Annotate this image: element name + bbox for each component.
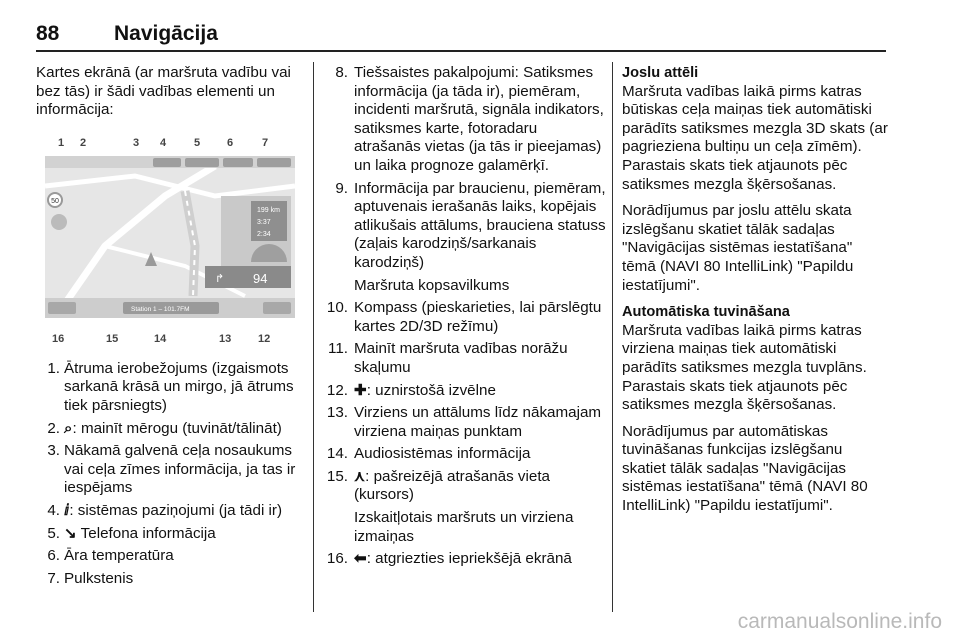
- list-item: 15. ⋏: pašreizējā atrašanās vieta (kursors): [326, 467, 551, 504]
- section-heading: Joslu attēli: [622, 65, 699, 81]
- cursor-icon: ⋏: [354, 467, 366, 485]
- column-middle: [322, 64, 608, 573]
- list-item: 4. ⅈ: sistēmas paziņojumi (ja tādi ir): [47, 501, 283, 519]
- map-screen: [45, 156, 295, 318]
- callout-5: 5: [194, 136, 201, 149]
- speed-readout: 94: [253, 270, 268, 286]
- paragraph: Maršruta vadības laikā pirms katras būtiskas ceļa maiņas tiek automātiski parādīts satiksmes mezgla 3D skats (ar pagrieziena bultiņu un ceļa zīmēm). Parastais skats tiek atjaunots pēc satiksmes mezgla šķērsošanas.: [622, 82, 888, 193]
- svg-text:50: 50: [51, 197, 59, 205]
- paragraph: Maršruta vadības laikā pirms katras virziena maiņas tiek automātiski parādīts satiksmes mezgla tuvplāns. Parastais skats tiek atjaunots pēc satiksmes mezgla šķērsošanas.: [622, 321, 867, 414]
- list-item: 12. ✚: uznirstošā izvēlne: [326, 381, 496, 399]
- page-number: 88: [36, 22, 60, 45]
- info-icon: ⅈ: [64, 501, 70, 519]
- back-arrow-icon: ⬅: [354, 550, 367, 568]
- page-title: Navigācija: [114, 22, 218, 45]
- column-divider: [612, 62, 613, 612]
- callout-1: 1: [58, 136, 65, 149]
- list-item: 10. Kompass (pieskarieties, lai pārslēgtu kartes 2D/3D režīmu): [326, 299, 602, 335]
- callout-12: 12: [258, 332, 271, 345]
- page-header: [36, 22, 886, 50]
- list-item: 9. Informācija par braucienu, piemēram, aptuvenais ierašanās laiks, kopējais atlikušais attālums, brauciena statuss (zaļais karodziņš/sarkanais karodziņš): [335, 179, 606, 271]
- svg-text:↱: ↱: [215, 272, 225, 285]
- list-subitem: Izskaitļotais maršruts un virziena izmaiņas: [354, 509, 574, 545]
- list-item: 7. Pulkstenis: [47, 569, 134, 587]
- trip-eta: 3:37: [257, 218, 271, 226]
- map-illustration: [45, 156, 295, 318]
- list-subitem: Maršruta kopsavilkums: [354, 276, 510, 294]
- list-item: 3. Nākamā galvenā ceļa nosaukums vai ceļa zīmes informācija, ja tas ir iespējams: [47, 442, 296, 497]
- legend-list-2: [322, 64, 608, 569]
- phone-icon: ↘: [64, 524, 77, 542]
- list-item: 16. ⬅: atgriezties iepriekšējā ekrānā: [326, 550, 572, 568]
- paragraph: Norādījumus par joslu attēlu skata izslēgšanu skatiet tālāk sadaļas "Navigācijas sistēmas iestatīšana" tēmā (NAVI 80 IntelliLink) "Papildu iestatījumi".: [622, 202, 854, 294]
- column-divider: [313, 62, 314, 612]
- station-label: Station 1 – 101.7FM: [131, 305, 190, 313]
- navigation-map-figure: [36, 134, 298, 348]
- callout-2: 2: [80, 136, 87, 149]
- column-right: [622, 64, 888, 524]
- plus-icon: ✚: [354, 381, 367, 399]
- column-left: [36, 64, 304, 592]
- trip-distance: 199 km: [257, 206, 280, 214]
- watermark: carmanualsonline.info: [737, 610, 942, 633]
- list-item: 2. ⌕: mainīt mērogu (tuvināt/tālināt): [47, 419, 282, 437]
- callout-4: 4: [160, 136, 167, 149]
- callout-7: 7: [262, 136, 269, 149]
- paragraph: Norādījumus par automātiskas tuvināšanas funkcijas izslēgšanu skatiet tālāk sadaļas "Navigācijas sistēmas iestatīšana" tēmā (NAVI 80 IntelliLink) "Papildu iestatījumi".: [622, 422, 868, 515]
- callout-6: 6: [227, 136, 234, 149]
- callout-16: 16: [52, 332, 65, 345]
- list-item: 1. Ātruma ierobežojums (izgaismots sarkanā krāsā un mirgo, jā ātrums tiek pārsniegts): [47, 359, 294, 414]
- list-item: 8. Tiešsaistes pakalpojumi: Satiksmes informācija (ja tāda ir), piemēram, incidenti maršrutā, signāla indikators, satiksmes karte, fotoradaru atrašanās vietas (ja tās ir pieejamas) un laika prognoze galamērķī.: [335, 64, 604, 174]
- callout-15: 15: [106, 332, 119, 345]
- trip-time: 2:34: [257, 230, 271, 238]
- list-item: 6. Āra temperatūra: [47, 547, 174, 565]
- list-item: 14. Audiosistēmas informācija: [326, 445, 531, 463]
- list-item: 13. Virziens un attālums līdz nākamajam virziena maiņas punktam: [326, 404, 602, 440]
- callout-14: 14: [154, 332, 167, 345]
- intro-text: Kartes ekrānā (ar maršruta vadību vai bez tās) ir šādi vadības elementi un informācija:: [36, 64, 291, 119]
- list-item: 5. ↘ Telefona informācija: [47, 524, 216, 542]
- callout-3: 3: [133, 136, 140, 149]
- header-rule: [36, 50, 886, 52]
- section-heading: Automātiska tuvināšana: [622, 304, 790, 321]
- legend-list-1: [36, 360, 304, 589]
- list-item: 11. Mainīt maršruta vadības norāžu skaļumu: [328, 340, 568, 376]
- callout-13: 13: [219, 332, 232, 345]
- zoom-icon: ⌕: [64, 419, 73, 437]
